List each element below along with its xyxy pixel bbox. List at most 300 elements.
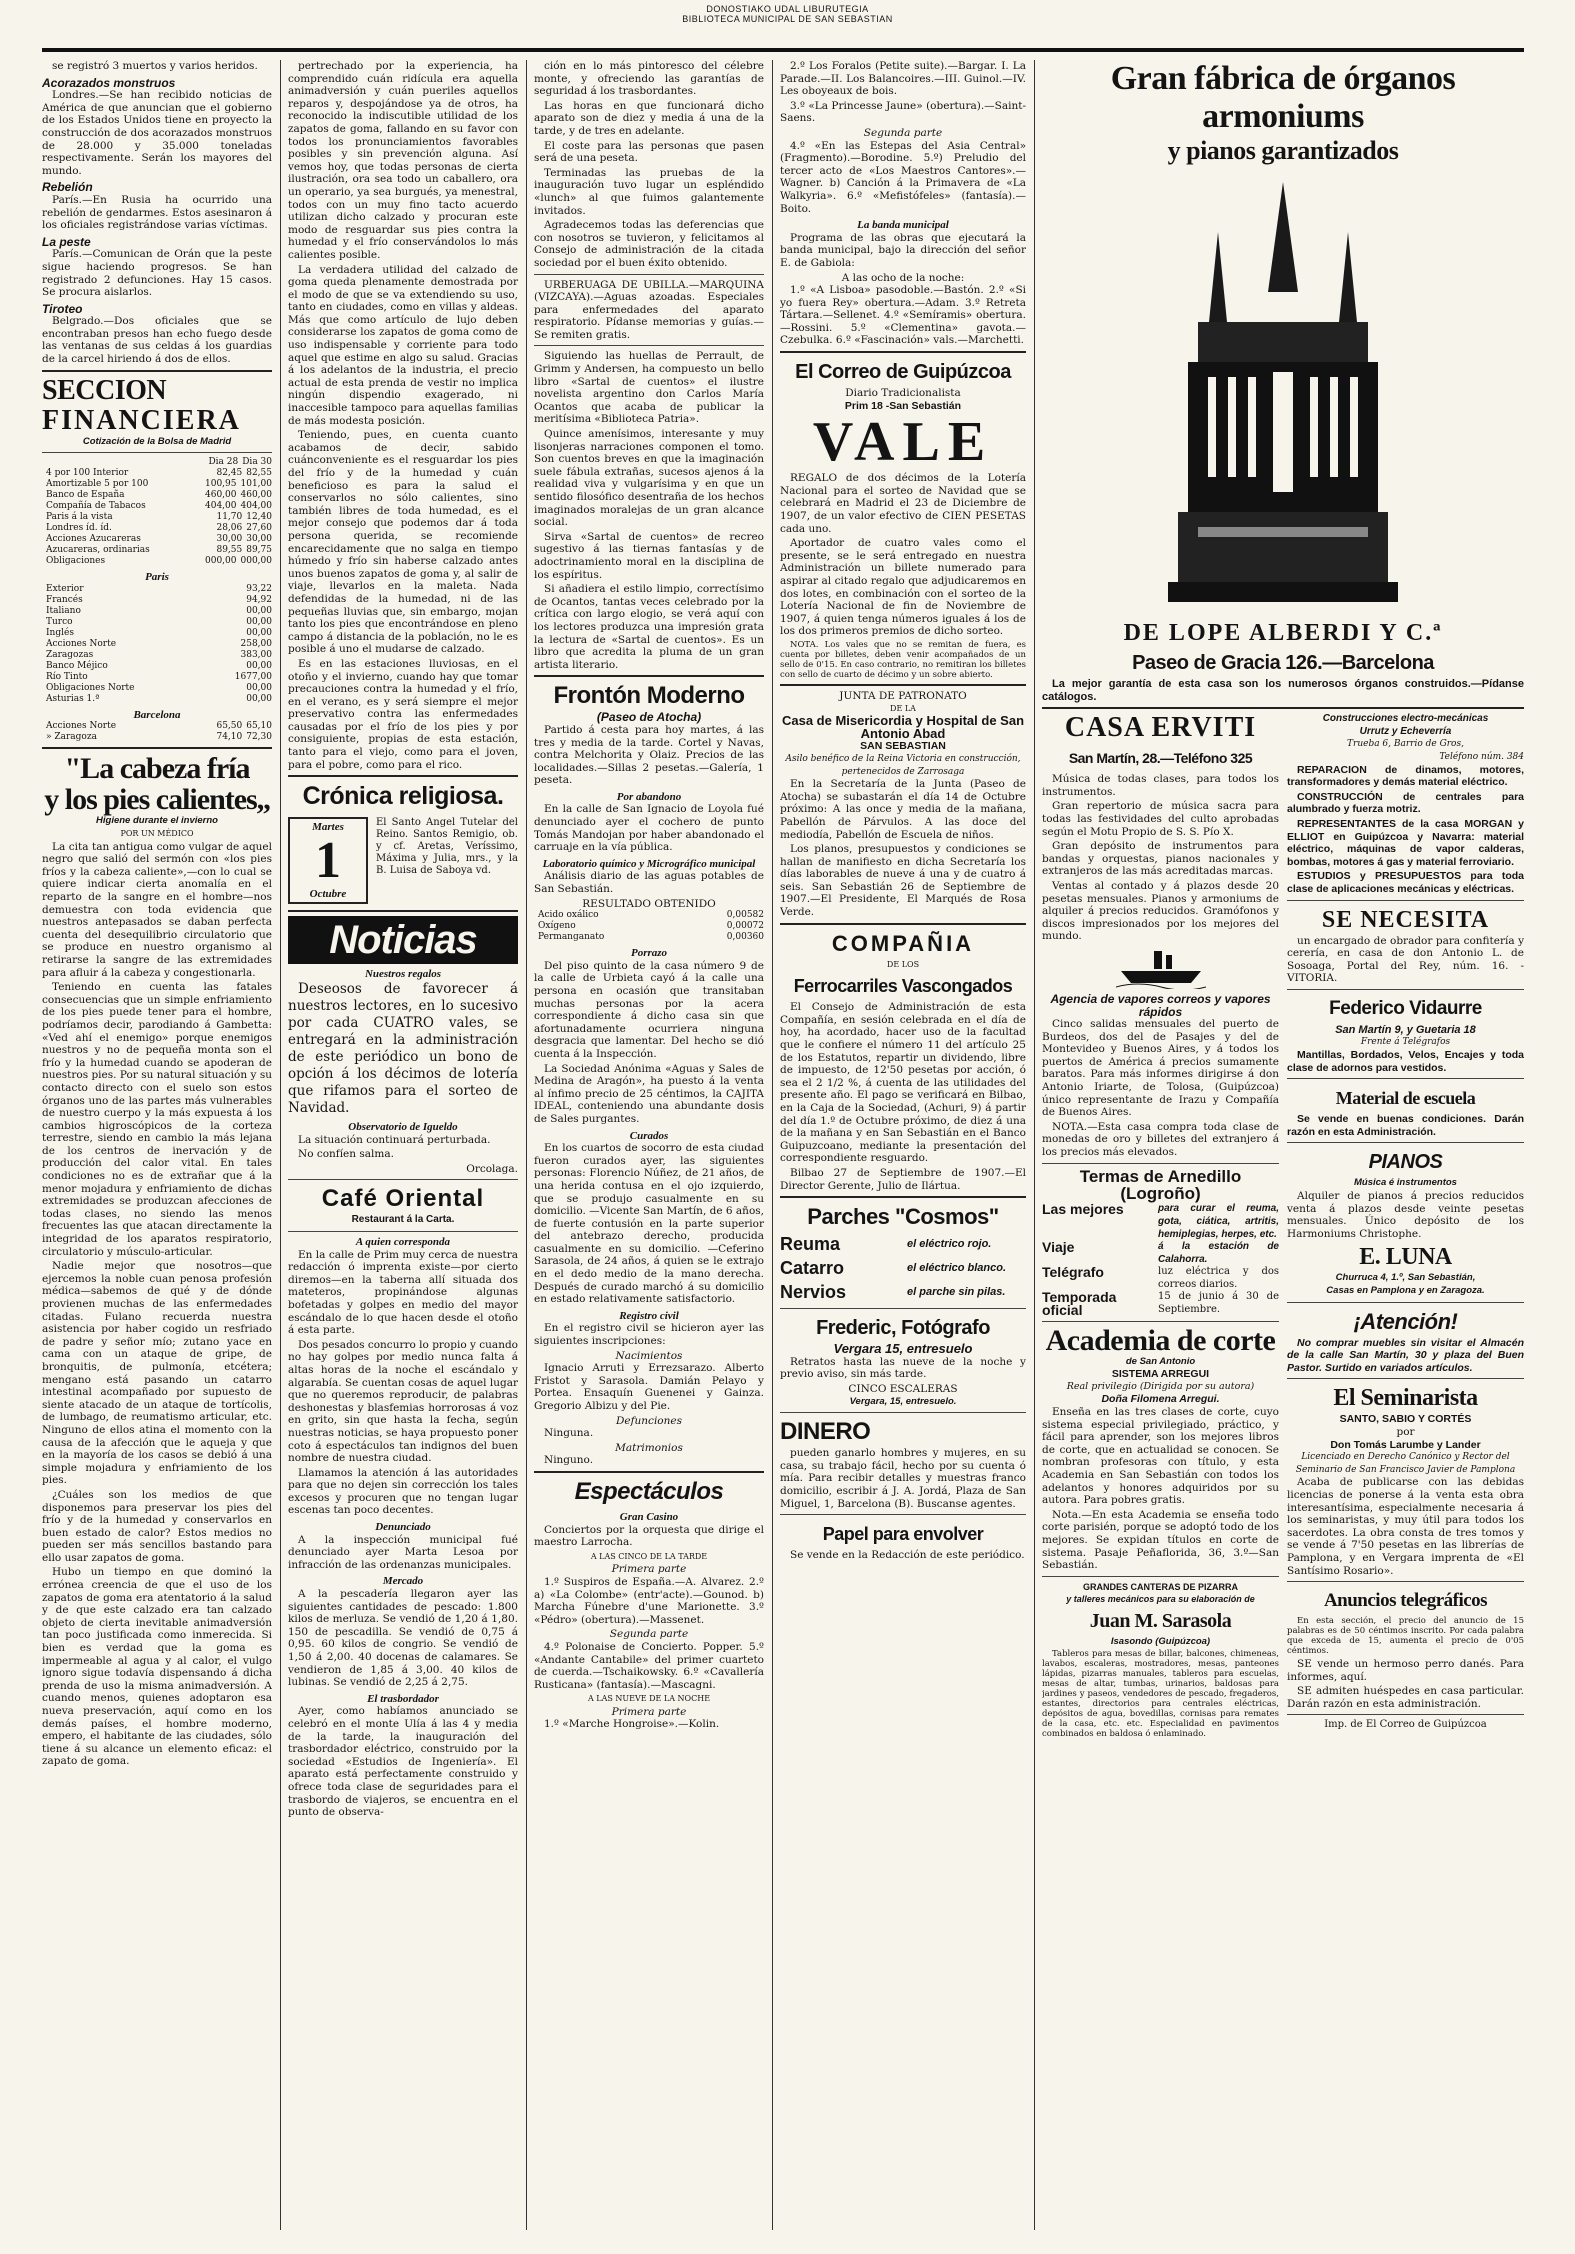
table-cell: 27,60 xyxy=(246,523,272,534)
divider xyxy=(288,910,518,912)
divider xyxy=(1287,1378,1524,1379)
program-text: 1.º «A Lisboa» pasodoble.—Bastón. 2.º «Si yo fuera Rey» obertura.—Adam. 3.º Retreta Tártara.—Sellenet. 4.º «Semíramis» obertura.—Rossini. 5.º «Clementina» gavota.—Czebulka. 6.º «Fascinación» vals.—Marchetti. xyxy=(780,284,1026,347)
seminarista-author: Don Tomás Larumbe y Lander xyxy=(1330,1438,1481,1451)
divider xyxy=(1287,1714,1524,1715)
paris-row xyxy=(42,694,272,705)
ads-right xyxy=(1287,713,1524,1740)
lab-row xyxy=(534,932,764,943)
anuncios-title: Anuncios telegráficos xyxy=(1323,1590,1488,1612)
urrutz-text: REPRESENTANTES de la casa MORGAN y ELLIOT en Guipúzcoa y Navarra: material eléctrico, máquinas de vapor calderas, bombas, motores á gas y material ferroviario. xyxy=(1287,817,1524,868)
casino-program: 1.º Suspiros de España.—A. Alvarez. 2.º a) «La Colombe» (entr'acte).—Gounod. b) Marcha Fúnebre d'une Marionette. 3.º «Pédro» (obertura).—Massenet. xyxy=(534,1575,764,1626)
parches-item: Catarro xyxy=(780,1258,845,1279)
news-text: París.—Comunican de Orán que la peste sigue haciendo progresos. Se han registrado 2 defunciones. Hay 15 casos. Se procura aislarlos. xyxy=(42,248,272,299)
table-cell: 28,06 xyxy=(216,523,243,534)
divider xyxy=(1287,1142,1524,1143)
divider xyxy=(1287,900,1524,901)
table-cell: Banco Méjico xyxy=(46,660,108,671)
urrutz-text: REPARACION de dinamos, motores, transformadores y demás material eléctrico. xyxy=(1287,763,1524,789)
finance-row xyxy=(42,523,272,534)
column-4 xyxy=(780,60,1026,2230)
registry-sub: Defunciones xyxy=(616,1414,682,1427)
cafe-subtitle: Restaurant á la Carta. xyxy=(351,1214,455,1226)
pizarra-name: Juan M. Sarasola xyxy=(1089,1609,1232,1632)
termas-label: Viaje xyxy=(1042,1239,1075,1256)
junta-text: Los planos, presupuestos y condiciones se hallan de manifiesto en dicha Secretaría los días laborables de nueve á una y de cuatro á seis. San Sebastián 26 de Septiembre de 1907.—El Presidente, El Marqués de Rosa Verde. xyxy=(780,843,1026,919)
registry-value: Ninguna. xyxy=(544,1427,594,1440)
article-paragraph: Terminadas las pruebas de la inauguración tuvo lugar un espléndido «lunch» al que fuimos galantemente invitados. xyxy=(534,166,764,217)
news-text: Análisis diario de las aguas potables de San Sebastián. xyxy=(534,870,764,896)
table-cell: Paris á la vista xyxy=(46,512,113,523)
frederic-address-2: Vergara, 15, entresuelo. xyxy=(849,1395,957,1407)
divider xyxy=(42,747,272,749)
academia-note: Nota.—En esta Academia se enseña todo corte parisién, porque se adoptó todo de los mejores. Se expidan títulos en corte de sistema. Pasaje Peñaflorida, 36, 3.º—San Sebastián. xyxy=(1042,1508,1279,1572)
article-paragraph: Las horas en que funcionará dicho aparato son de diez y media á una de la tarde, y de tres en adelante. xyxy=(534,99,764,137)
casino-part: Primera parte xyxy=(611,1563,687,1576)
casino-program: 4.º Polonaise de Concierto. Popper. 5.º «Andante Cantabile» del primer cuarteto de cuerda.—Tschaikowsky. 6.º «Cavallería Rusticana» (fantasía).—Mascagni. xyxy=(534,1640,764,1691)
news-text: Deseosos de favorecer á nuestros lectores, en lo sucesivo por cada CUATRO vales, se entregará en la administración de este periódico un bono de opción á los décimos de lotería que rifamos para el sorteo de Navidad. xyxy=(288,981,518,1117)
seminarista-subtitle: SANTO, SABIO Y CORTÉS xyxy=(1339,1413,1472,1426)
table-cell: 72,30 xyxy=(246,732,272,743)
frederic-text: Retratos hasta las nueve de la noche y previo aviso, sin más tarde. xyxy=(780,1355,1026,1381)
news-heading: Denunciado xyxy=(375,1521,431,1534)
termas-desc: 15 de junio á 30 de Septiembre. xyxy=(1158,1291,1279,1316)
urrutz-address: Trueba 6, Barrio de Gros, xyxy=(1347,739,1464,750)
calendar-weekday: Martes xyxy=(312,821,344,834)
table-cell: 460,00 xyxy=(240,490,272,501)
divider xyxy=(288,1179,518,1180)
article-title-1: "La cabeza fría xyxy=(64,752,250,786)
lab-table xyxy=(534,910,764,943)
seminarista-author-title: Licenciado en Derecho Canónico y Rector del Seminario de San Francisco Javier de Pamplona xyxy=(1295,1452,1516,1475)
agencia-title: Agencia de vapores correos y vapores rápidos xyxy=(1050,991,1271,1019)
column-rule xyxy=(772,60,773,2230)
finance-row xyxy=(42,468,272,479)
article-paragraph: ción en lo más pintoresco del célebre monte, y ofreciendo las garantías de seguridad á los trasbordantes. xyxy=(534,60,764,98)
news-heading: Mercado xyxy=(382,1575,424,1588)
academia-title: Academia de corte xyxy=(1045,1323,1276,1357)
vidaurre-address: San Martín 9, y Guetaria 18 xyxy=(1335,1023,1476,1036)
table-cell: Azucareras, ordinarias xyxy=(46,545,150,556)
anuncios-text: En esta sección, el precio del anuncio de 15 palabras es de 50 céntimos inscrito. Por cada palabra que exceda de 15, aumenta el precio de 0'05 céntimos. xyxy=(1287,1616,1524,1657)
lope-address: Paseo de Gracia 126.—Barcelona xyxy=(1132,652,1434,674)
parches-desc: el eléctrico blanco. xyxy=(907,1262,1007,1275)
termas-label: Temporada oficial xyxy=(1042,1289,1117,1319)
termas-label: Las mejores xyxy=(1042,1201,1124,1218)
termas-desc: para curar el reuma, gota, ciática, artritis, hemiplegias, herpes, etc. xyxy=(1158,1203,1279,1240)
table-cell: 30,00 xyxy=(216,534,243,545)
vidaurre-text: Mantillas, Bordados, Velos, Encajes y toda clase de adornos para vestidos. xyxy=(1287,1049,1524,1074)
fronton-title: Frontón Moderno xyxy=(553,682,745,710)
paris-row xyxy=(42,628,272,639)
seminarista-text: Acaba de publicarse con las debidas licencias de ponerse á la venta esta obra interesantísima, especialmente necesaria á los seminaristas, y muy útil para todos los sacerdotes. La obra consta de tres tomos y se vende á 7'50 pesetas en las librerías de Pamplona, y en Vergara imprenta de «El Santísimo Rosario». xyxy=(1287,1476,1524,1577)
table-cell: 89,55 xyxy=(216,545,243,556)
divider xyxy=(288,1231,518,1232)
compania-de: DE LOS xyxy=(886,959,920,969)
news-text: Dos pesados concurro lo propio y cuando no hay golpes por medio nunca falta á altas horas de la noche el escándalo y algarabía. Se cuentan cosas de aquel lugar que no queremos reproducir, de palabras deshonestas y blasfemias horrorosas á voz en grito, sin que hasta la fecha, según nuestras noticias, se haya propuesto poner coto á espectáculos tan indignos del buen nombre de nuestra ciudad. xyxy=(288,1338,518,1465)
urrutz-name: Urrutz y Echeverría xyxy=(1359,725,1452,737)
academia-system: SISTEMA ARREGUI xyxy=(1111,1368,1210,1381)
news-heading: Registro civil xyxy=(619,1309,679,1322)
divider xyxy=(780,1308,1026,1309)
table-cell: Obligaciones Norte xyxy=(46,682,135,693)
paris-row xyxy=(42,650,272,661)
fronton-text: Partido á cesta para hoy martes, á las tres y media de la tarde. Cortel y Navas, contra Melchorita y Olaiz. Precios de las localidades.—Sillas 2 pesetas.—Galería, 1 peseta. xyxy=(534,723,764,787)
correo-subtitle: Diario Tradicionalista xyxy=(845,387,961,400)
table-cell: Amortizable 5 por 100 xyxy=(46,479,149,490)
divider xyxy=(780,684,1026,686)
parches-left xyxy=(780,1232,899,1304)
seminarista-title: El Seminarista xyxy=(1333,1385,1478,1412)
article-paragraph: La cita tan antigua como vulgar de aquel negro que salió del sermón con «los pies fríos y la cabeza caliente»,—con lo cual se quiere indicar cierta anomalía en el reparto de la sangre en el hombre—nos demuestra con toda evidencia que nuestros antepasados se daban perfecta cuenta del desequilibrio circulatorio que se produce en nuestro organismo al retirarse la sangre de las extremidades para afluir á la cabeza y congestionarla. xyxy=(42,840,272,979)
pizarra-subtitle: y talleres mecánicos para su elaboración de xyxy=(1066,1594,1255,1605)
lope-text: La mejor garantía de esta casa son los numerosos órganos construidos.—Pídanse catálogos. xyxy=(1042,678,1524,703)
organ-subtitle: y pianos garantizados xyxy=(1167,136,1399,165)
cronica-title: Crónica religiosa. xyxy=(302,782,504,811)
junta-title: JUNTA DE PATRONATO xyxy=(839,689,967,702)
casino-part: Primera parte xyxy=(611,1705,687,1718)
table-cell: 74,10 xyxy=(216,732,243,743)
table-cell: 65,50 xyxy=(216,721,243,732)
ads-left xyxy=(1042,713,1279,1740)
casino-hour: A LAS CINCO DE LA TARDE xyxy=(590,1551,708,1561)
termas-desc: luz eléctrica y dos correos diarios. xyxy=(1158,1266,1279,1290)
paris-heading: Paris xyxy=(145,571,169,584)
table-cell: 000,00 xyxy=(205,556,237,567)
table-cell: 100,95 xyxy=(205,479,237,490)
frederic-esc: CINCO ESCALERAS xyxy=(848,1382,958,1395)
news-heading: Porrazo xyxy=(630,947,668,960)
news-heading: Observatorio de Igueldo xyxy=(348,1121,458,1134)
article-paragraph: Nadie mejor que nosotros—que ejercemos la noble cuan penosa profesión médica—sabemos de qué y de dónde provienen muchas de las enfermedades citadas. Fulano recuerda nuestra asistencia por haber cogido un resfriado de padre y señor mío; zutano yace en cama con un ataque de gripe, de bronquitis, de pulmonía, etcétera; mengano está pasando un catarro intestinal acompañado por supuesto de siente atacado de un ataque de tortícolis, de lumbago, de reumatismo articular, etc. Ninguno de ellos atina el momento con la causa de la afección que le aqueja y que en la mayoría de los casos se debió á una simple mojadura y enfriamiento de los pies. xyxy=(42,1260,272,1487)
divider xyxy=(1287,1581,1524,1582)
necesita-text: un encargado de obrador para confitería y cerería, en casa de don Antonio L. de Sosoaga, Portal del Rey, núm. 16. - VITORIA. xyxy=(1287,934,1524,985)
finance-row xyxy=(42,534,272,545)
junta-subtitle: Asilo benéfico de la Reina Victoria en construcción, pertenecidos de Zarrosaga xyxy=(785,753,1021,777)
seminarista-por: por xyxy=(1396,1425,1415,1438)
anuncio-item: SE admiten huéspedes en casa particular. Darán razón en esta administración. xyxy=(1287,1685,1524,1710)
table-cell: 101,00 xyxy=(240,479,272,490)
parches-item: Nervios xyxy=(780,1282,847,1303)
table-cell: 89,75 xyxy=(246,545,272,556)
paris-row xyxy=(42,672,272,683)
article-paragraph: ¿Cuáles son los medios de que disponemos para preservar los pies del frío y de la humedad y conservarlos en buen estado de calor? Estos medios no pueden ser más sencillos bastando para ello usar zapatos de goma. xyxy=(42,1488,272,1564)
erviti-text: Ventas al contado y á plazos desde 20 pesetas mensuales. Pianos y armoniums de alquiler á precios reducidos. Gramófonos y discos impresionados por los mejores del mundo. xyxy=(1042,879,1279,943)
paris-row xyxy=(42,683,272,694)
calendar-day: 1 xyxy=(315,831,341,889)
divider xyxy=(534,1471,764,1473)
finance-title-1: SECCION xyxy=(42,374,167,406)
table-cell: Acido oxálico xyxy=(538,910,599,921)
finance-subtitle: Cotización de la Bolsa de Madrid xyxy=(82,435,232,447)
pianos-title: PIANOS xyxy=(1368,1151,1443,1174)
divider xyxy=(534,345,764,346)
table-cell: 00,00 xyxy=(246,616,272,627)
table-cell: Compañía de Tabacos xyxy=(46,501,146,512)
termas-row xyxy=(1042,1241,1279,1266)
article-paragraph: Hubo un tiempo en que dominó la errónea creencia de que el uso de los zapatos de goma era atentatorio á la salud y de que este calzado era tan calzado objeto de cierta inevitable animadversión tan poco justificada como inmerecida. Si bien es verdad que la goma es impermeable al agua y al calor, el vulgo ignoro sigue todavía dispensando á dicha prenda de uso la misma animadversión. A cuando menos, quienes adoptaron esa nueva preservación, aquí como en los demás países, el hombre moderno, empero, el habitante de las ciudades, sólo tiene á su alcance un elemento eficaz: el zapato de goma. xyxy=(42,1566,272,1768)
news-text: Belgrado.—Dos oficiales que se encontraban presos han echo fuego desde las ventanas de sus celdas á los guardias de la carcel hiriendo á dos de ellos. xyxy=(42,315,272,366)
junta-name: Casa de Misericordia y Hospital de San Antonio Abad xyxy=(781,713,1025,741)
library-header-line2: BIBLIOTECA MUNICIPAL DE SAN SEBASTIAN xyxy=(682,14,893,24)
paris-table xyxy=(42,584,272,705)
escuela-text: Se vende en buenas condiciones. Darán razón en esta Administración. xyxy=(1287,1113,1524,1138)
table-cell: 82,45 xyxy=(216,468,243,479)
news-heading: Curados xyxy=(629,1129,669,1142)
news-text: En la calle de Prim muy cerca de nuestra redacción ó imprenta existe—por cierto diremos—en la taberna allí situada dos mateteros, propinándose algunas bofetadas y golpes en medio del mayor escándalo de lo que hacen desde el otoño á esta parte. xyxy=(288,1248,518,1337)
vale-text: REGALO de dos décimos de la Lotería Nacional para el sorteo de Navidad que se celebrará en Madrid el 23 de Diciembre de 1907, de un valor efectivo de CIEN PESETAS cada uno. xyxy=(780,472,1026,535)
parches-block xyxy=(780,1232,1026,1304)
table-cell: Exterior xyxy=(46,583,84,594)
news-heading: El trasbordador xyxy=(367,1692,439,1705)
divider xyxy=(288,775,518,777)
casino-hour: A LAS NUEVE DE LA NOCHE xyxy=(587,1694,711,1704)
news-text: Londres.—Se han recibido noticias de América de que anuncian que el gobierno de los Estados Unidos tiene en proyecto la construcción de dos acorazados monstruos de 28.000 y 35.000 toneladas respectivamente. Serán los mayores del mundo. xyxy=(42,89,272,177)
table-cell: 383,00 xyxy=(240,649,272,660)
table-cell: Italiano xyxy=(46,605,81,616)
news-text: Ayer, como habíamos anunciado se celebró en el monte Ulía á las 4 y media de la tarde, la inauguración del trasbordador eléctrico, construido por la sociedad «Estudios de Ingeniería». El aparato está perfectamente construido y ofrece toda clase de seguridades para el trasbordo de viajeros, se encuentra en el punto de observa- xyxy=(288,1705,518,1819)
column-rule xyxy=(526,60,527,2230)
parches-item: Reuma xyxy=(780,1234,841,1255)
news-heading: Tiroteo xyxy=(42,301,83,316)
divider xyxy=(1042,1576,1279,1577)
table-cell: 00,00 xyxy=(246,660,272,671)
termas-title: Termas de Arnedillo (Logroño) xyxy=(1079,1166,1242,1204)
news-heading: A quien corresponda xyxy=(355,1236,451,1248)
divider xyxy=(780,1412,1026,1413)
parches-right xyxy=(907,1232,1026,1304)
academia-subtitle: de San Antonio xyxy=(1125,1355,1196,1367)
parches-title: Parches "Cosmos" xyxy=(807,1204,999,1230)
compania-name: Ferrocarriles Vascongados xyxy=(793,976,1013,997)
vale-text: Aportador de cuatro vales como el presente, se le será entregado en nuestra Administración un billete numerado para aspirar al citado regalo que adjudicaremos en dos lotes, en combinación con el sorteo de la Lotería Nacional de fin de Noviembre de 1907, á quien tenga números iguales á los de los dos primeros premios de dicho sorteo. xyxy=(780,537,1026,638)
table-head-cell xyxy=(42,457,204,468)
pizarra-place: Isasondo (Guipúzcoa) xyxy=(1110,1635,1211,1647)
divider xyxy=(1042,707,1524,709)
erviti-text: Gran repertorio de música sacra para todas las festividades del culto aprobadas según el Motu Propio de S. S. Pío X. xyxy=(1042,800,1279,838)
frederic-title: Frederic, Fotógrafo xyxy=(816,1317,990,1340)
pianos-subtitle: Música é instrumentos xyxy=(1354,1177,1457,1189)
table-cell: 0,00582 xyxy=(726,910,764,921)
barcelona-row xyxy=(42,721,272,732)
anuncio-item: SE vende un hermoso perro danés. Para informes, aquí. xyxy=(1287,1658,1524,1683)
barcelona-table xyxy=(42,721,272,743)
atencion-text: No comprar muebles sin visitar el Almacén de la calle San Martín, 30 y plaza del Buen Pastor. Surtido en variados artículos. xyxy=(1287,1336,1524,1374)
vale-note: NOTA. Los vales que no se remitan de fuera, es cuenta por billetes, deben venir acompañados de un sello de 0'15. En caso contrario, no remitiran los billetes con sello de cuarto de décimo y un sobre abierto. xyxy=(780,639,1026,680)
finance-table xyxy=(42,468,272,567)
divider xyxy=(780,923,1026,925)
table-cell: Oxígeno xyxy=(538,921,576,932)
finance-row xyxy=(42,545,272,556)
divider xyxy=(1042,1163,1279,1164)
news-heading: La peste xyxy=(42,234,91,249)
news-heading: Por abandono xyxy=(616,790,682,803)
table-cell: Zaragozas xyxy=(46,649,94,660)
academia-text: Enseña en las tres clases de corte, cuyo sistema especial privilegiado, práctico, y fácil para aprender, son los mejores libros de corte, que en actualidad se conocen. Se nombran profesoras con título, y esta Academia en San Sebastián con todos los adelantos y honores adquiridos por su autora. Para pobres gratis. xyxy=(1042,1406,1279,1507)
news-heading: Rebelión xyxy=(42,180,93,195)
imprint: Imp. de El Correo de Guipúzcoa xyxy=(1324,1719,1487,1731)
papel-text: Se vende en la Redacción de este periódico. xyxy=(790,1549,1025,1562)
news-text: Llamamos la atención á las autoridades para que no dejen sin corrección los tales excesos y procuren que no tengan lugar escenas tan poco decentes. xyxy=(288,1466,518,1517)
table-cell: 11,70 xyxy=(216,512,243,523)
parches-desc: el parche sin pilas. xyxy=(907,1286,1006,1299)
espectaculos-title: Espectáculos xyxy=(574,1477,724,1505)
finance-table-head xyxy=(42,457,272,468)
correo-title: El Correo de Guipúzcoa xyxy=(795,361,1011,384)
barcelona-heading: Barcelona xyxy=(133,708,181,721)
cafe-title: Café Oriental xyxy=(321,1185,485,1213)
termas-desc: á la estación de Calahorra. xyxy=(1158,1241,1279,1265)
pizarra-text: Tableros para mesas de billar, balcones, chimeneas, lavabos, escaleras, mostradores, mesas, panteones lápidas, pizarras manuales, tableros para escuelas, mesas de altar, tumbas, urinarios, baldosas para jardines y paseos, vendedores de pescado, fregaderos, estantes, directorios para centrales eléctricas, depósitos de agua, bovedillas, cornisas para remates de la casa, etc. etc. Especialidad en pavimentos combinados en baldosa ó enlaminado. xyxy=(1042,1648,1279,1739)
paris-row xyxy=(42,617,272,628)
barcelona-row xyxy=(42,732,272,743)
finance-row xyxy=(42,556,272,567)
urrutz-text: CONSTRUCCIÓN de centrales para alumbrado y fuerza motriz. xyxy=(1287,790,1524,816)
column-rule xyxy=(1034,60,1035,2230)
news-text: París.—En Rusia ha ocurrido una rebelión de gendarmes. Estos asesinaron á los oficiales registrándose varias víctimas. xyxy=(42,193,272,232)
academia-director: Doña Filomena Arregui. xyxy=(1101,1393,1220,1406)
noticias-banner: Noticias xyxy=(288,916,518,964)
article-paragraph: Siguiendo las huellas de Perrault, de Grimm y Andersen, ha compuesto un bello libro «Sartal de cuentos» el ilustre novelista argentino don Carlos María Ocantos que acaba de publicar la meritísima «Biblioteca Patria». xyxy=(534,350,764,426)
table-cell: Asturias 1.ª xyxy=(46,693,100,704)
column-2 xyxy=(288,60,518,2230)
urrutz-title: Construcciones electro-mecánicas xyxy=(1322,713,1489,725)
paris-row xyxy=(42,606,272,617)
table-cell: 404,00 xyxy=(205,501,237,512)
program-text: Programa de las obras que ejecutará la banda municipal, bajo la dirección del señor E. de Gabiola: xyxy=(780,231,1026,269)
article-subtitle: Higiene durante el invierno xyxy=(96,815,218,827)
lab-row xyxy=(534,921,764,932)
luna-title: E. LUNA xyxy=(1359,1244,1452,1271)
table-cell: 00,00 xyxy=(246,605,272,616)
table-cell: Francés xyxy=(46,594,83,605)
erviti-address: San Martín, 28.—Teléfono 325 xyxy=(1068,750,1253,767)
academia-privilege: Real privilegio (Dirigida por su autora) xyxy=(1066,1380,1255,1392)
termas-row xyxy=(1042,1289,1279,1319)
registry-sub: Matrimonios xyxy=(615,1441,683,1454)
table-head-cell: Dia 28 xyxy=(208,457,239,468)
program-part: Segunda parte xyxy=(863,126,943,139)
pianos-text: Alquiler de pianos á precios reducidos venta á plazos desde veinte pesetas mensuales. Único depósito de los Harmoniums Christophe. xyxy=(1287,1190,1524,1240)
news-text: En los cuartos de socorro de esta ciudad fueron curados ayer, las siguientes personas: Florencio Núñez, de 21 años, de una herida contusa en el ojo izquierdo, que se produjo casualmente en su domicilio. —Vicente San Martín, de 6 años, de fuerte contusión en la parte superior del antebrazo derecho, producida casualmente en su domicilio. —Ceferino Sarasola, de 24 años, á quien se le extrajo en el dedo medio de la mano derecha. Después de curado marchó á su domicilio en estado relativamente satisfactorio. xyxy=(534,1142,764,1306)
table-cell: Acciones Norte xyxy=(46,721,117,732)
program-text: 3.º «La Princesse Jaune» (obertura).—Saint-Saens. xyxy=(780,99,1026,125)
termas-label: Telégrafo xyxy=(1042,1264,1104,1281)
luna-subtitle: Casas en Pamplona y en Zaragoza. xyxy=(1326,1285,1485,1296)
paris-row xyxy=(42,595,272,606)
news-text: No confíen salma. xyxy=(298,1148,394,1161)
table-cell: Inglés xyxy=(46,627,74,638)
divider xyxy=(534,675,764,677)
table-cell: Permanganato xyxy=(538,932,605,943)
news-heading: La banda municipal xyxy=(857,219,949,232)
urrutz-phone: Teléfono núm. 384 xyxy=(1439,751,1524,762)
escuela-title: Material de escuela xyxy=(1335,1088,1476,1109)
finance-row xyxy=(42,512,272,523)
table-cell: 1677,00 xyxy=(234,671,272,682)
divider xyxy=(780,351,1026,353)
table-cell: Turco xyxy=(46,616,73,627)
news-text: La Sociedad Anónima «Aguas y Sales de Medina de Aragón», ha puesto á la venta al ínfimo precio de 25 céntimos, la CAJITA IDEAL, conteniendo una abundante dosis de Sales purgantes. xyxy=(534,1062,764,1125)
table-cell: 404,00 xyxy=(240,501,272,512)
table-cell: Acciones Azucareras xyxy=(46,534,141,545)
article-paragraph: pertrechado por la experiencia, ha comprendido cuán ridícula era aquella animadversión y cuán pueriles aquellos reparos y, despojándose ya de otros, ha reconocido la indiscutible utilidad de los zapatos de goma, fallando en su favor con todos los pronunciamientos favorables posibles y sin prevención alguna. Así vemos hoy, que todas personas de cierta ilustración, ora sea todo un caballero, ora un operario, ya sea burgués, ya menestral, todos con un muy fino tacto acuerdo utilizan dicho calzado y procuran este modo de resguardar sus pies contra la humedad y el frío conservándolos lo más calientes posible. xyxy=(288,60,518,261)
compania-signature: Bilbao 27 de Septiembre de 1907.—El Director Gerente, Julio de Ilártua. xyxy=(780,1166,1026,1192)
table-cell: 82,55 xyxy=(246,468,272,479)
divider xyxy=(1287,1078,1524,1079)
column-1 xyxy=(42,60,272,2230)
article-paragraph: El coste para las personas que pasen será de una peseta. xyxy=(534,139,764,165)
top-line: se registró 3 muertos y varios heridos. xyxy=(52,60,258,72)
news-text: A la pescadería llegaron ayer las siguientes cantidades de pescado: 1.800 kilos de merluza. Se vendió de 1,20 á 1,80. 150 de pescadilla. Se vendió de 0,75 á 0,95. 60 kilos de congrio. Se vendió de 1,50 á 2,00. 40 docenas de calamares. Se vendieron de 1,85 á 3,00. 40 kilos de lubinas. Se vendió de 2,25 á 2,75. xyxy=(288,1588,518,1689)
calendar-box xyxy=(288,817,368,904)
table-cell: » Zaragoza xyxy=(46,732,97,743)
news-heading: Nuestros regalos xyxy=(364,968,442,981)
junta-de: DE LA xyxy=(890,703,916,713)
finance-row xyxy=(42,501,272,512)
news-text: En el registro civil se hicieron ayer las siguientes inscripciones: xyxy=(534,1322,764,1348)
fronton-subtitle: (Paseo de Atocha) xyxy=(596,710,702,725)
compania-title: COMPAÑIA xyxy=(831,930,975,956)
dinero-title: DINERO xyxy=(780,1418,871,1446)
library-header xyxy=(0,4,1575,24)
paris-row xyxy=(42,639,272,650)
vale-title: VALE xyxy=(812,411,994,474)
registry-value: Ninguno. xyxy=(544,1454,594,1467)
casino-heading: Gran Casino xyxy=(619,1510,679,1523)
news-text: A la inspección municipal fué denunciado ayer Marta Lesoa por infracción de las ordenanzas municipales. xyxy=(288,1533,518,1571)
news-text: En la calle de San Ignacio de Loyola fué denunciado ayer el cochero de punto Tomás Mandojan por haber abandonado el carruaje en la vía pública. xyxy=(534,803,764,854)
program-text: 4.º «En las Estepas del Asia Central» (Fragmento).—Borodine. 5.º) Preludio del tercer acto de «Los Maestros Cantores».—Wagner. b) Canción á la Primavera de «La Walkyria». 6.º «Mefistófeles» (fantasía).—Boito. xyxy=(780,139,1026,215)
table-cell: Acciones Norte xyxy=(46,638,117,649)
registry-names: Ignacio Arruti y Errezsarazo. Alberto Fristot y Sarasola. Damián Pelayo y Portea. Ensaquín Guenenei y Gainza. Gregorio Albizu y del Pie. xyxy=(534,1362,764,1412)
divider xyxy=(42,452,272,453)
divider xyxy=(780,1514,1026,1515)
calendar-month: Octubre xyxy=(309,887,347,900)
vidaurre-front: Frente á Telégrafos xyxy=(1360,1037,1451,1048)
termas-row xyxy=(1042,1266,1279,1291)
table-cell: Río Tinto xyxy=(46,671,88,682)
necesita-title: SE NECESITA xyxy=(1321,906,1490,933)
table-cell: 30,00 xyxy=(246,534,272,545)
lab-row xyxy=(534,910,764,921)
article-paragraph: Teniendo, pues, en cuenta cuanto acabamos de decir, sabido cuánconveniente es el resguardar los pies del frío y de la humedad y cuán beneficioso es para la salud el conservarlos no sólo calientes, sino también libres de toda humedad, es el mejor consejo que podemos dar á toda persona querida, se recomiende encarecidamente que no salga en tiempo húmedo y frío sin haberse calzado antes unos buenos zapatos de goma y, al salir de viaje, llevarlos en la maleta. Nada defendidas de la humedad, ni de las pequeñas lluvias que, sin embargo, mojan tanto los pies que encontrándose en pleno campo á distancia de la población, no le es posible á uno el mudarse de calzado. xyxy=(288,429,518,656)
erviti-text: Música de todas clases, para todos los instrumentos. xyxy=(1042,773,1279,798)
organ-title: Gran fábrica de órganos armoniums xyxy=(1110,60,1456,135)
article-paragraph: Si añadiera el estilo limpio, correctísimo de Ocantos, tantas veces celebrado por la crítica con largo elogio, se verá aquí con los lectores produzca una impresión grata la lectura de «Sartal de cuentos». Es un libro que acredita la pluma de un gran artista literario. xyxy=(534,583,764,671)
table-cell: 93,22 xyxy=(246,583,272,594)
lab-result-heading: RESULTADO OBTENIDO xyxy=(582,897,716,910)
table-cell: 460,00 xyxy=(205,490,237,501)
news-text: Del piso quinto de la casa número 9 de la calle de Urbieta cayó á la calle una persona en ocasión que transitaban muchas personas por la acera correspondiente á dicho casa sin que afortunadamente ocurriera ninguna desgracia que lamentar. Del hecho se dió cuenta á la Inspección. xyxy=(534,959,764,1060)
atencion-title: ¡Atención! xyxy=(1353,1308,1458,1334)
lope-title: DE LOPE ALBERDI Y C.ª xyxy=(1123,620,1443,646)
divider xyxy=(780,1196,1026,1198)
parches-desc: el eléctrico rojo. xyxy=(907,1238,992,1251)
article-paragraph: Es en las estaciones lluviosas, en el otoño y el invierno, cuando hay que tomar precauciones contra la humedad y el frío, en el verano, es y será siempre el mejor preservativo contra las enfermedades causadas por el frío de los pies y por consiguiente, propias de esta estación, tanto para el viejo, como para el joven, para el pobre, como para el rico. xyxy=(288,657,518,771)
divider xyxy=(1042,1321,1279,1322)
luna-address: Churruca 4, 1.º, San Sebastián, xyxy=(1335,1272,1476,1284)
erviti-title: CASA ERVITI xyxy=(1064,712,1257,744)
paris-row xyxy=(42,584,272,595)
table-cell: 258,00 xyxy=(240,638,272,649)
divider xyxy=(42,370,272,372)
article-paragraph: La verdadera utilidad del calzado de goma queda plenamente demostrada por el modo de que se va extendiendo su uso, tanto en ciudades, como en villas y aldeas. Más que como artículo de lujo deben considerarse los zapatos de goma como de uso indispensable y corriente para todo aquel que estime en algo su salud. Gracias á los adelantos de la industria, el precio actual de esta prenda de vestir no implica ningún dispendio exagerado, ni inaccesible tampoco para aquellas familias de más modesta posición. xyxy=(288,263,518,427)
divider xyxy=(534,274,764,275)
table-cell: 0,00360 xyxy=(726,932,764,943)
finance-row xyxy=(42,479,272,490)
article-title-2: y los pies calientes,, xyxy=(44,783,270,817)
urrutz-text: ESTUDIOS y PRESUPUESTOS para toda clase de aplicaciones mecánicas y eléctricas. xyxy=(1287,870,1524,895)
